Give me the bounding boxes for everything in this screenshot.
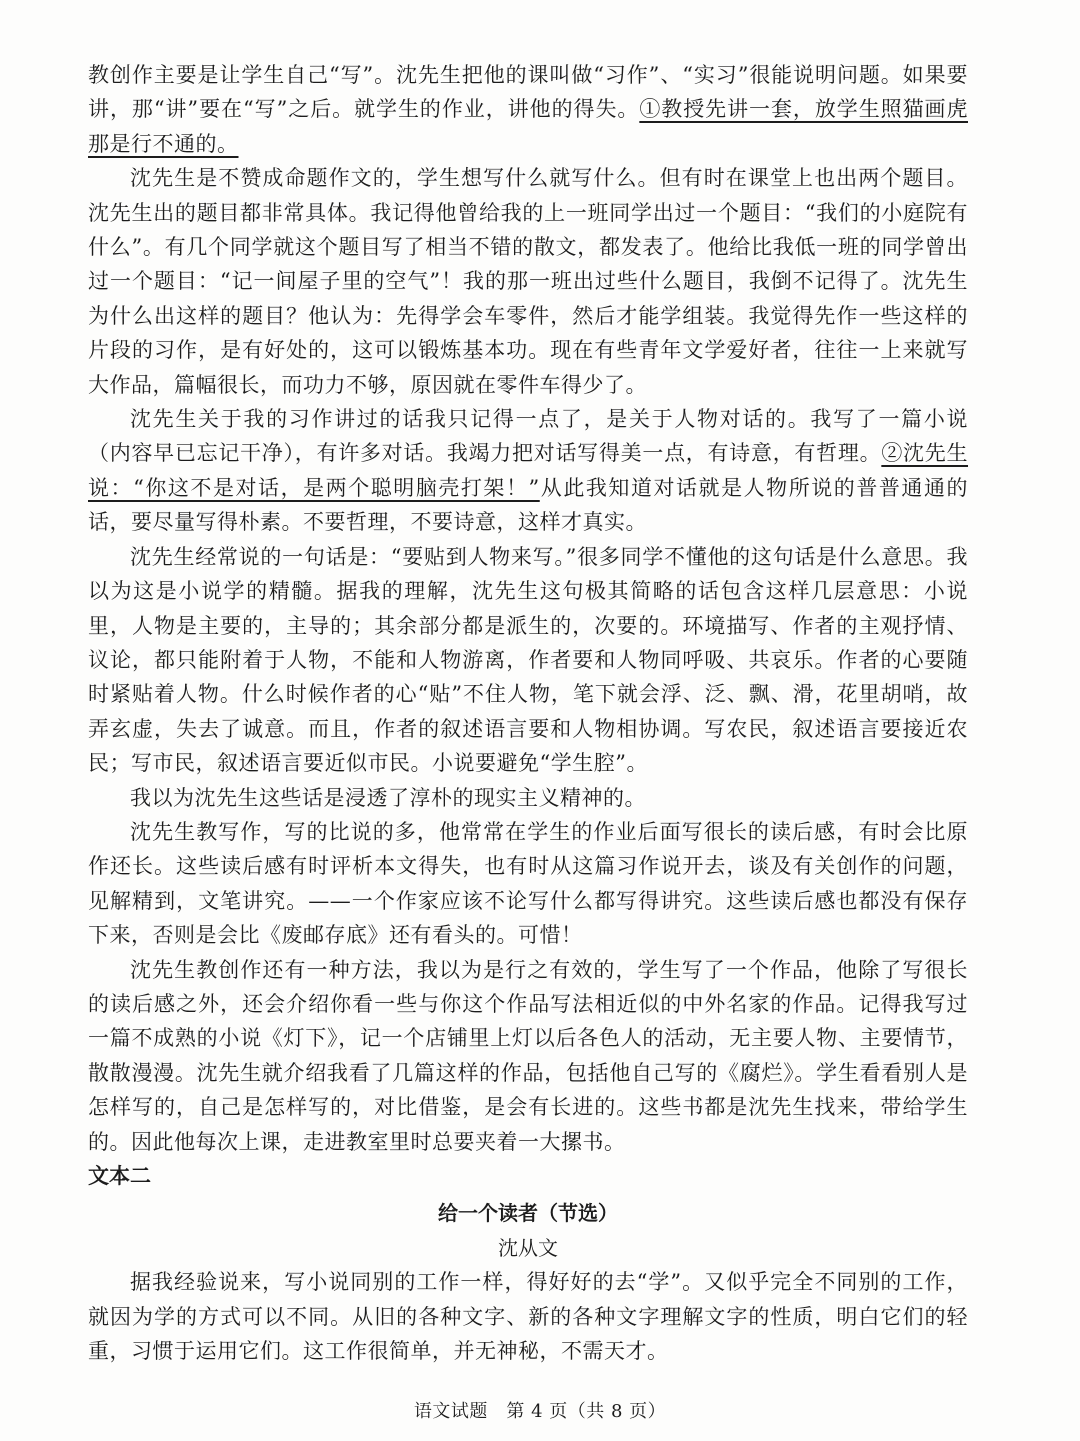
underlined-sentence-1: ①教授先讲一套，放学生照猫画虎那是行不通的。	[88, 97, 968, 156]
paragraph-continued	[88, 58, 968, 161]
paragraph: 据我经验说来，写小说同别的工作一样，得好好的去“学”。又似乎完全不同别的工作，就因为学的方式可以不同。从旧的各种文字、新的各种文字理解文字的性质，明白它们的轻重，习惯于运用它们。这工作很简单，并无神秘，不需天才。	[88, 1270, 968, 1364]
underlined-sentence-2: ②沈先生说：“你这不是对话，是两个聪明脑壳打架！”	[88, 441, 969, 500]
paragraph-text: 沈先生关于我的习作讲过的话我只记得一点了，是关于人物对话的。我写了一篇小说（内容早已忘记干净），有许多对话。我竭力把对话写得美一点，有诗意，有哲理。	[88, 407, 968, 466]
article-title: 给一个读者（节选）	[438, 1201, 618, 1226]
article-author: 沈从文	[498, 1236, 558, 1261]
paragraph: 沈先生是不赞成命题作文的，学生想写什么就写什么。但有时在课堂上也出两个题目。沈先生出的题目都非常具体。我记得他曾给我的上一班同学出过一个题目：“我们的小庭院有什么”。有几个同学就这个题目写了相当不错的散文，都发表了。他给比我低一班的同学曾出过一个题目：“记一间屋子里的空气”！我的那一班出过些什么题目，我倒不记得了。沈先生为什么出这样的题目？他认为：先得学会车零件，然后才能学组装。我觉得先作一些这样的片段的习作，是有好处的，这可以锻炼基本功。现在有些青年文学爱好者，往往一上来就写大作品，篇幅很长，而功力不够，原因就在零件车得少了。	[88, 166, 968, 397]
paragraph: 我以为沈先生这些话是浸透了淳朴的现实主义精神的。	[130, 785, 646, 810]
paragraph-text: 教创作主要是让学生自己“写”。沈先生把他的课叫做“习作”、“实习”很能说明问题。如果要讲，那“讲”要在“写”之后。就学生的作业，讲他的得失。	[88, 63, 968, 122]
paragraph	[88, 402, 968, 540]
paragraph: 沈先生教创作还有一种方法，我以为是行之有效的，学生写了一个作品，他除了写很长的读后感之外，还会介绍你看一些与你这个作品写法相近似的中外名家的作品。记得我写过一篇不成熟的小说《灯下》，记一个店铺里上灯以后各色人的活动，无主要人物、主要情节，散散漫漫。沈先生就介绍我看了几篇这样的作品，包括他自己写的《腐烂》。学生看看别人是怎样写的，自己是怎样写的，对比借鉴，是会有长进的。这些书都是沈先生找来，带给学生的。因此他每次上课，走进教室里时总要夹着一大摞书。	[88, 957, 968, 1154]
paragraph-text: 从此我知道对话就是人物所说的普普通通的话，要尽量写得朴素。不要哲理，不要诗意，这样才真实。	[88, 475, 968, 535]
page-footer: 语文试题 第 4 页（共 8 页）	[413, 1401, 667, 1422]
paragraph: 沈先生教写作，写的比说的多，他常常在学生的作业后面写很长的读后感，有时会比原作还长。这些读后感有时评析本文得失，也有时从这篇习作说开去，谈及有关创作的问题，见解精到，文笔讲究。——一个作家应该不论写什么都写得讲究。这些读后感也都没有保存下来，否则是会比《废邮存底》还有看头的。可惜！	[88, 819, 968, 948]
section-label: 文本二	[88, 1164, 151, 1188]
paragraph: 沈先生经常说的一句话是：“要贴到人物来写。”很多同学不懂他的这句话是什么意思。我以为这是小说学的精髓。据我的理解，沈先生这句极其简略的话包含这样几层意思：小说里，人物是主要的，主导的；其余部分都是派生的，次要的。环境描写、作者的主观抒情、议论，都只能附着于人物，不能和人物游离，作者要和人物同呼吸、共哀乐。作者的心要随时紧贴着人物。什么时候作者的心“贴”不住人物，笔下就会浮、泛、飘、滑，花里胡哨，故弄玄虚，失去了诚意。而且，作者的叙述语言要和人物相协调。写农民，叙述语言要接近农民；写市民，叙述语言要近似市民。小说要避免“学生腔”。	[88, 544, 968, 776]
exam-page-body	[88, 58, 968, 1369]
